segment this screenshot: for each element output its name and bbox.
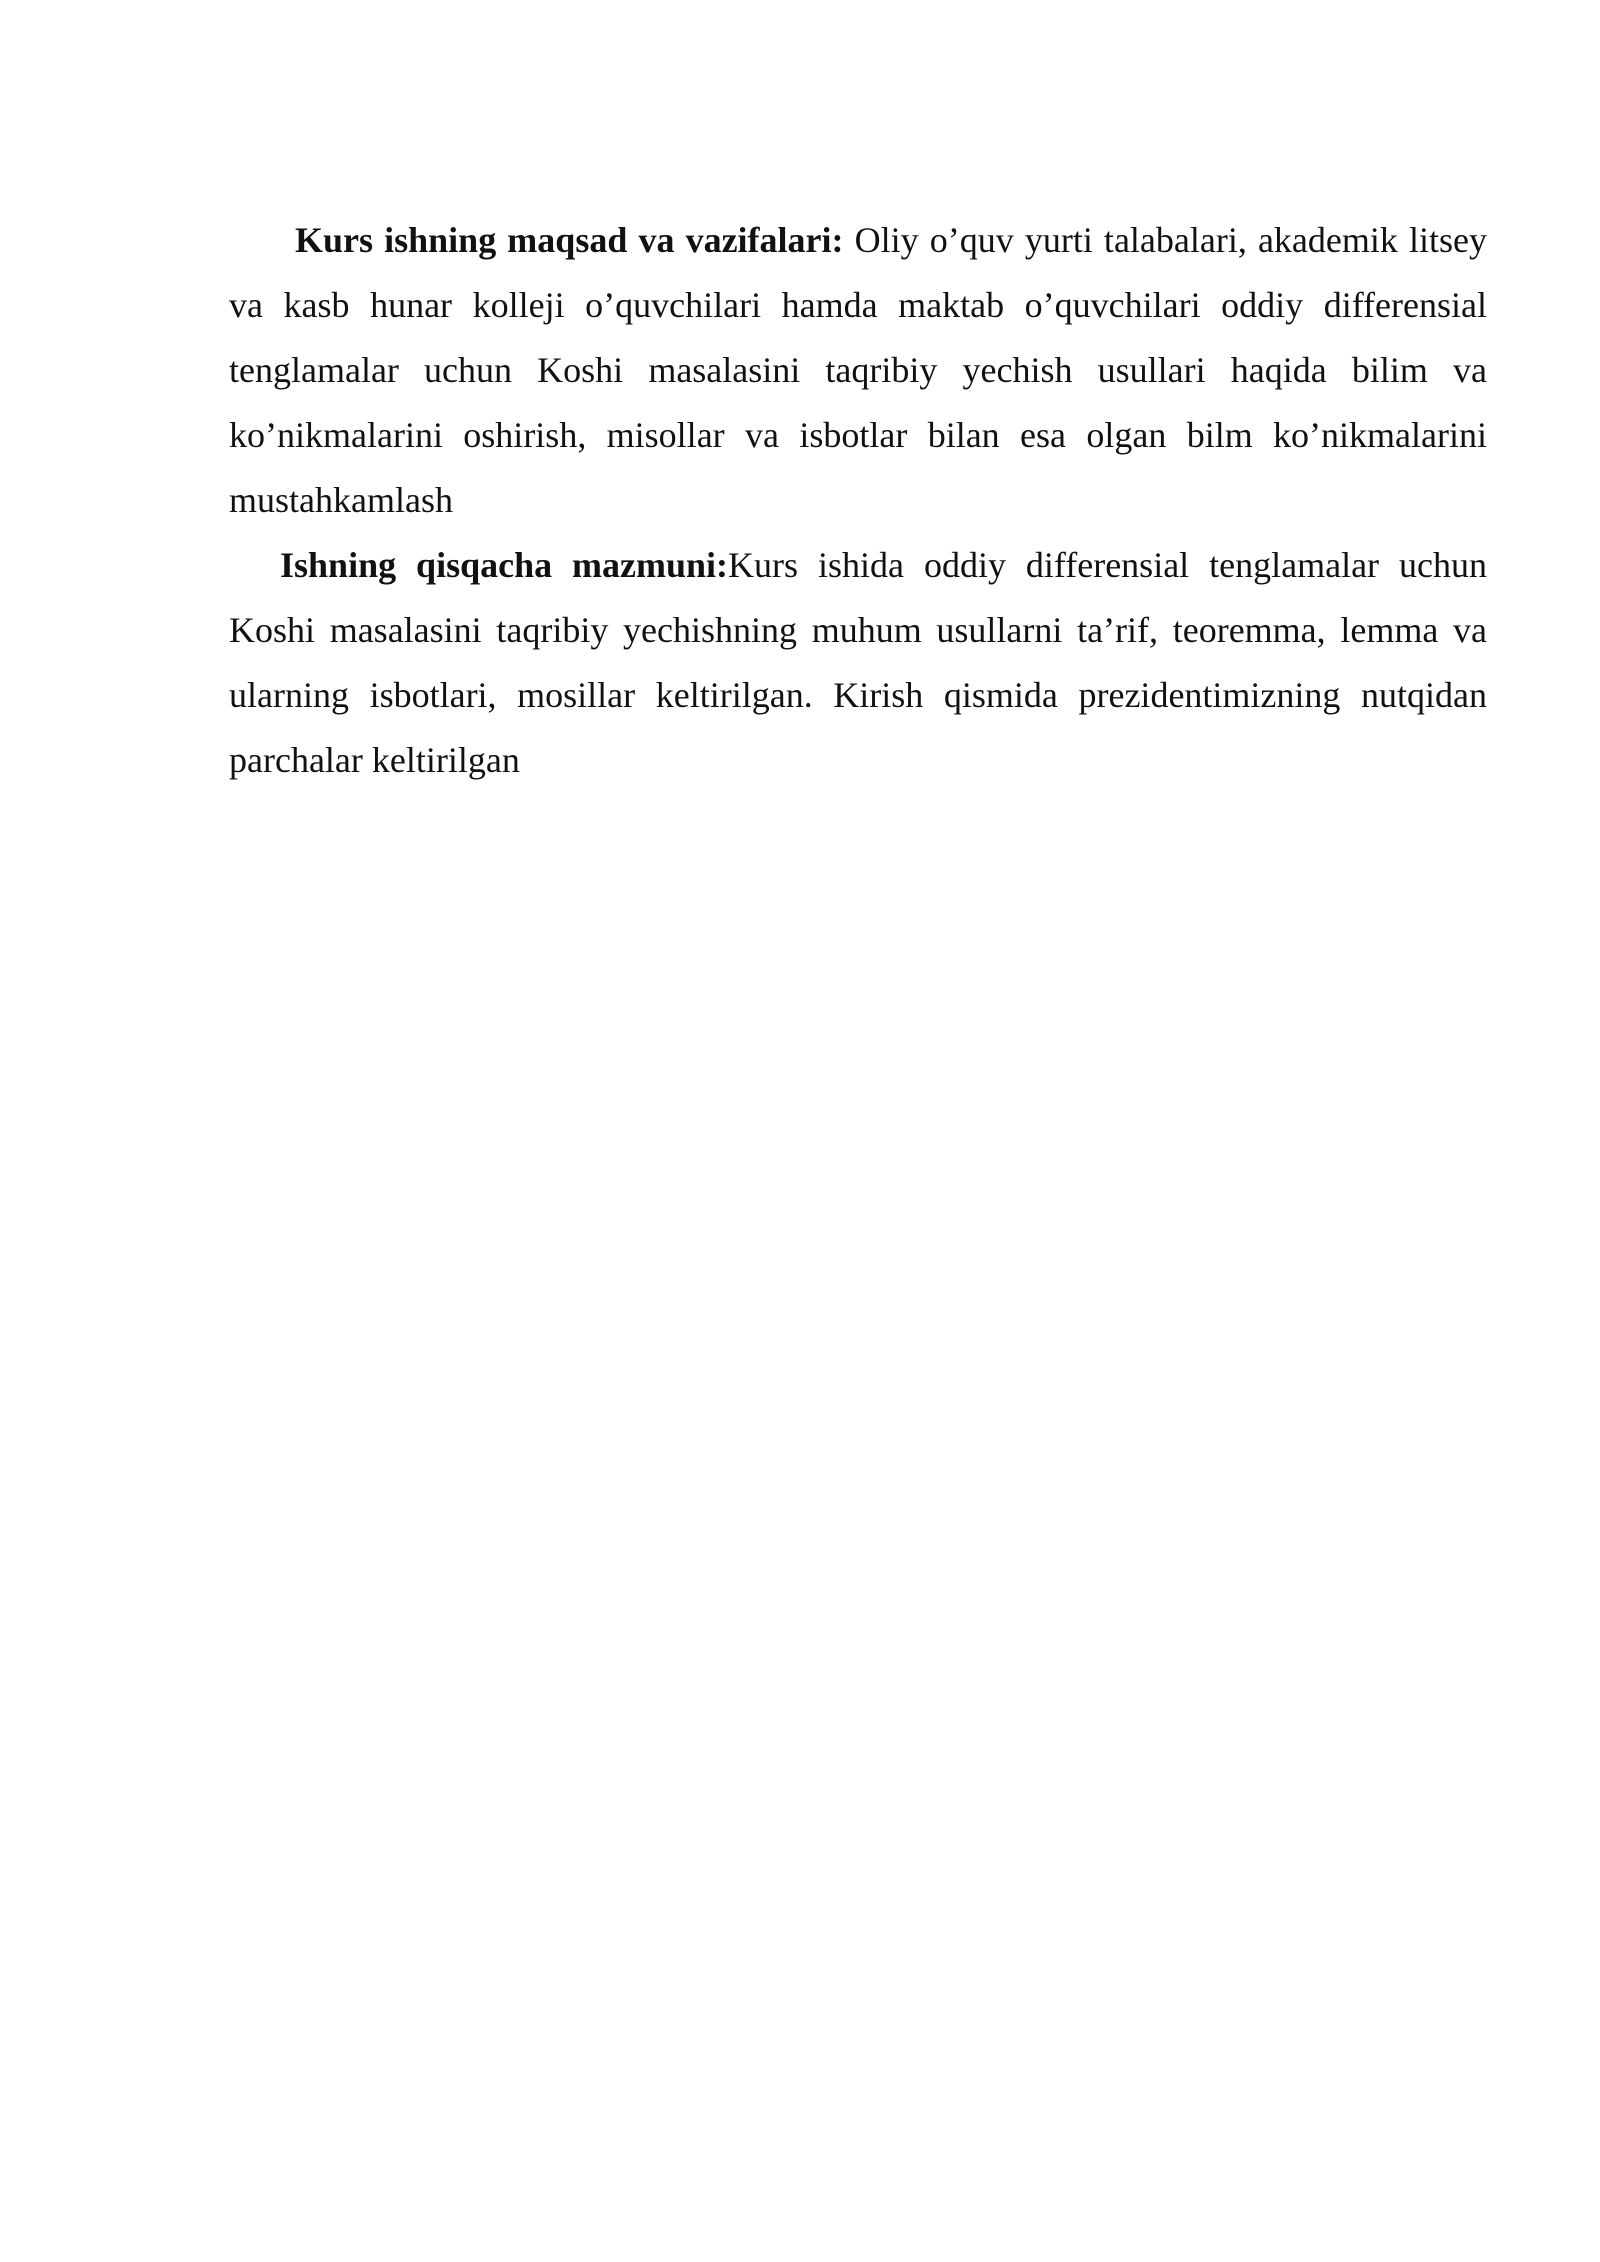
paragraph-goals-text: Oliy o’quv yurti talabalari, akademik litsey va kasb hunar kolleji o’quvchilari hamda maktab o’quvchilari oddiy differensial tenglamalar uchun Koshi masalasini taqribiy yechish usullari haqida bilim va ko’nikmalarini oshirish, misollar va isbotlar bilan esa olgan bilm ko’nikmalarini mustahkamlash xyxy=(229,220,1487,520)
paragraph-summary-heading: Ishning qisqacha mazmuni: xyxy=(280,545,729,585)
paragraph-goals xyxy=(229,208,1487,533)
paragraph-goals-heading: Kurs ishning maqsad va vazifalari: xyxy=(295,220,844,260)
paragraph-summary-text: Kurs ishida oddiy differensial tenglamalar uchun Koshi masalasini taqribiy yechishning muhum usullarni ta’rif, teoremma, lemma va ularning isbotlari, mosillar keltirilgan. Kirish qismida prezidentimizning nutqidan parchalar keltirilgan xyxy=(229,545,1487,780)
document-body xyxy=(229,208,1487,793)
paragraph-summary xyxy=(229,533,1487,793)
